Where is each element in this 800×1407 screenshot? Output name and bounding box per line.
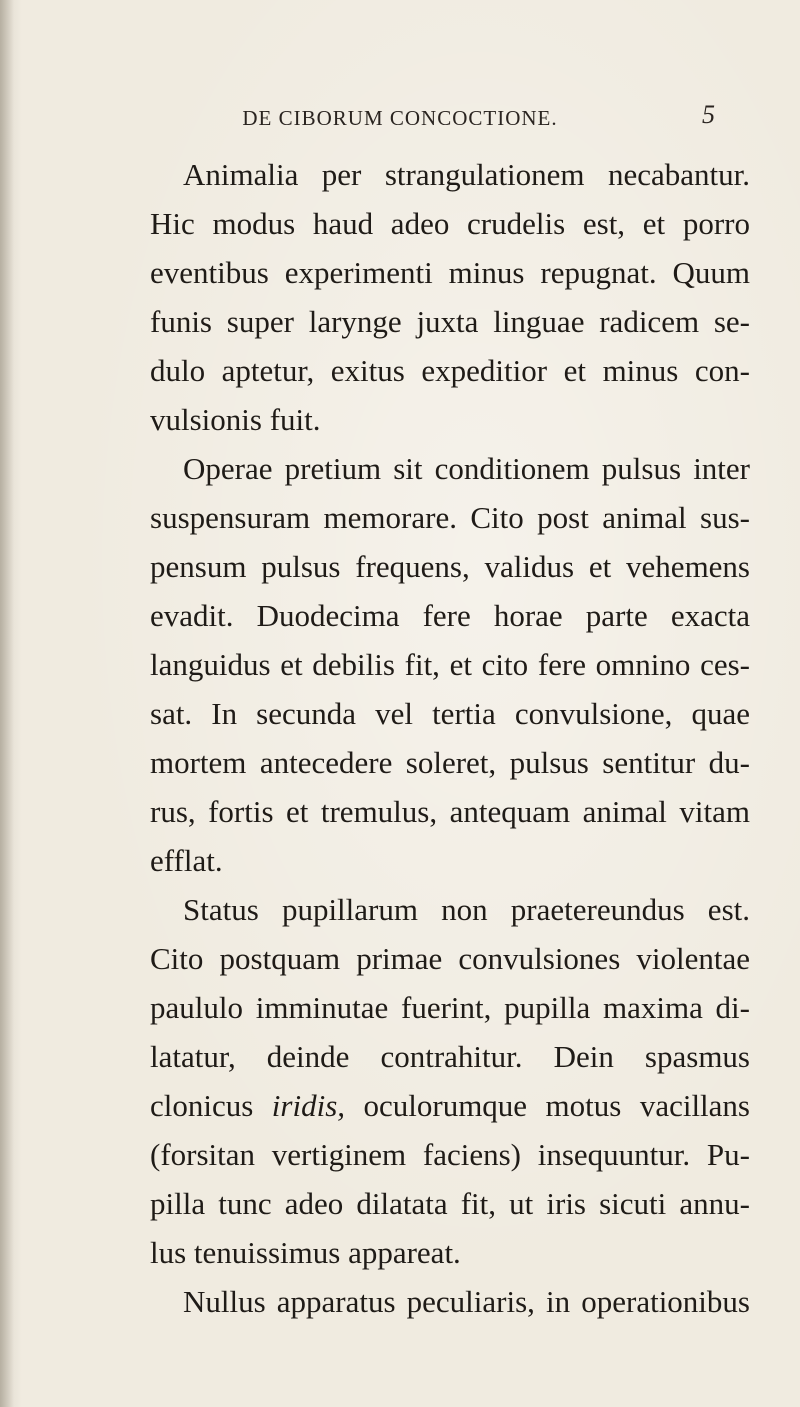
text-line: sat. In secunda vel tertia convulsione, quae — [150, 696, 750, 731]
text-line: Nullus apparatus peculiaris, in operationibus — [183, 1284, 750, 1319]
text-fragment: clonicus — [150, 1088, 254, 1123]
text-line: funis super larynge juxta linguae radicem se- — [150, 304, 750, 339]
text-line: rus, fortis et tremulus, antequam animal vitam — [150, 794, 750, 829]
text-line: Status pupillarum non praetereundus est. — [183, 892, 750, 927]
text-line: evadit. Duodecima fere horae parte exacta — [150, 598, 750, 633]
text-line: (forsitan vertiginem faciens) insequuntur. Pu- — [150, 1137, 750, 1172]
body-text — [150, 150, 750, 1326]
text-line: dulo aptetur, exitus expeditior et minus con- — [150, 353, 750, 388]
text-line: Hic modus haud adeo crudelis est, et porro — [150, 206, 750, 241]
text-line-mixed — [150, 1081, 750, 1130]
text-line: pensum pulsus frequens, validus et vehemens — [150, 549, 750, 584]
text-line: paululo imminutae fuerint, pupilla maxima di- — [150, 990, 750, 1025]
text-line: mortem antecedere soleret, pulsus sentitur du- — [150, 745, 750, 780]
page-gutter-shadow — [0, 0, 14, 1407]
text-line: Cito postquam primae convulsiones violentae — [150, 941, 750, 976]
text-line: latatur, deinde contrahitur. Dein spasmus — [150, 1039, 750, 1074]
text-line: eventibus experimenti minus repugnat. Quum — [150, 255, 750, 290]
running-title: DE CIBORUM CONCOCTIONE. — [242, 106, 558, 130]
text-line: suspensuram memorare. Cito post animal sus- — [150, 500, 750, 535]
text-fragment: oculorumque motus vacillans — [363, 1088, 750, 1123]
text-line: languidus et debilis fit, et cito fere omnino ces- — [150, 647, 750, 682]
text-line: lus tenuissimus appareat. — [150, 1235, 461, 1270]
text-line: pilla tunc adeo dilatata fit, ut iris sicuti annu- — [150, 1186, 750, 1221]
page-number: 5 — [702, 100, 715, 129]
text-line: vulsionis fuit. — [150, 402, 321, 437]
text-line: Operae pretium sit conditionem pulsus inter — [183, 451, 750, 486]
text-line: Animalia per strangulationem necabantur. — [183, 157, 750, 192]
italic-term: iridis, — [271, 1088, 346, 1123]
text-line: efflat. — [150, 843, 223, 878]
